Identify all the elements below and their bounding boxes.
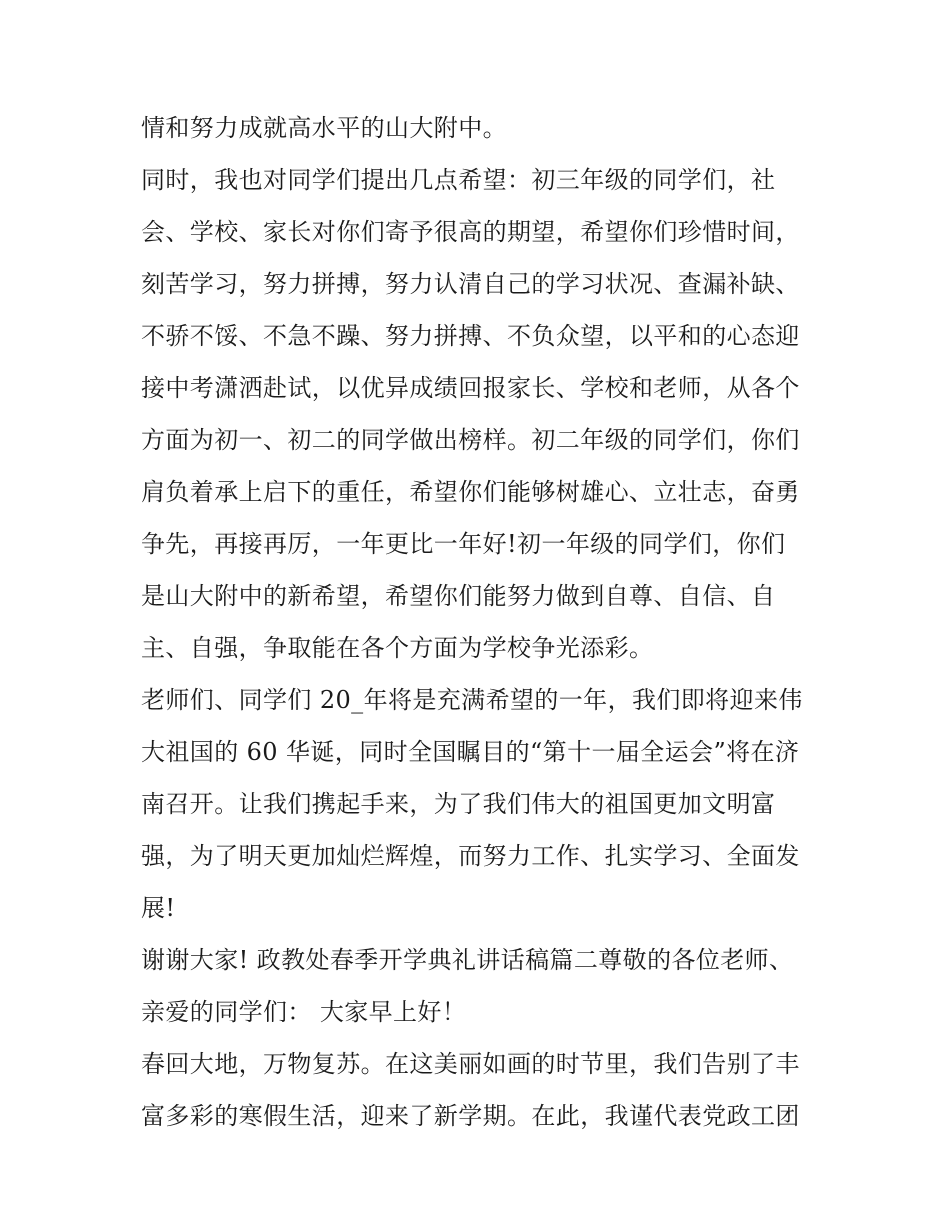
text-line: 同时，我也对同学们提出几点希望：初三年级的同学们，社 [141,166,776,194]
text-line: 争先，再接再厉，一年更比一年好!初一年级的同学们，你们 [141,530,786,558]
text-line: 南召开。让我们携起手来，为了我们伟大的祖国更加文明富 [141,790,776,818]
text-line: 是山大附中的新希望，希望你们能努力做到自尊、自信、自 [141,582,776,610]
text-line: 肩负着承上启下的重任，希望你们能够树雄心、立壮志，奋勇 [141,478,800,506]
text-line: 展! [141,894,176,922]
text-line: 富多彩的寒假生活，迎来了新学期。在此，我谨代表党政工团 [141,1102,800,1130]
text-line: 强，为了明天更加灿烂辉煌，而努力工作、扎实学习、全面发 [141,842,800,870]
text-line: 刻苦学习，努力拼搏，努力认清自己的学习状况、查漏补缺、 [141,270,800,298]
text-line: 接中考潇洒赴试，以优异成绩回报家长、学校和老师，从各个 [141,374,800,402]
text-line: 亲爱的同学们： 大家早上好！ [141,998,467,1026]
text-line: 会、学校、家长对你们寄予很高的期望，希望你们珍惜时间， [141,218,800,246]
text-line: 主、自强，争取能在各个方面为学校争光添彩。 [141,634,654,662]
text-line: 方面为初一、初二的同学做出榜样。初二年级的同学们，你们 [141,426,800,454]
text-line: 大祖国的 60 华诞，同时全国瞩目的“第十一届全运会”将在济 [141,738,800,766]
text-line: 情和努力成就高水平的山大附中。 [141,114,507,142]
text-line: 不骄不馁、不急不躁、努力拼搏、不负众望，以平和的心态迎 [141,322,800,350]
text-line: 谢谢大家! 政教处春季开学典礼讲话稿篇二尊敬的各位老师、 [141,946,794,974]
text-line: 老师们、同学们 20_年将是充满希望的一年，我们即将迎来伟 [141,686,803,714]
text-line: 春回大地，万物复苏。在这美丽如画的时节里，我们告别了丰 [141,1050,800,1078]
